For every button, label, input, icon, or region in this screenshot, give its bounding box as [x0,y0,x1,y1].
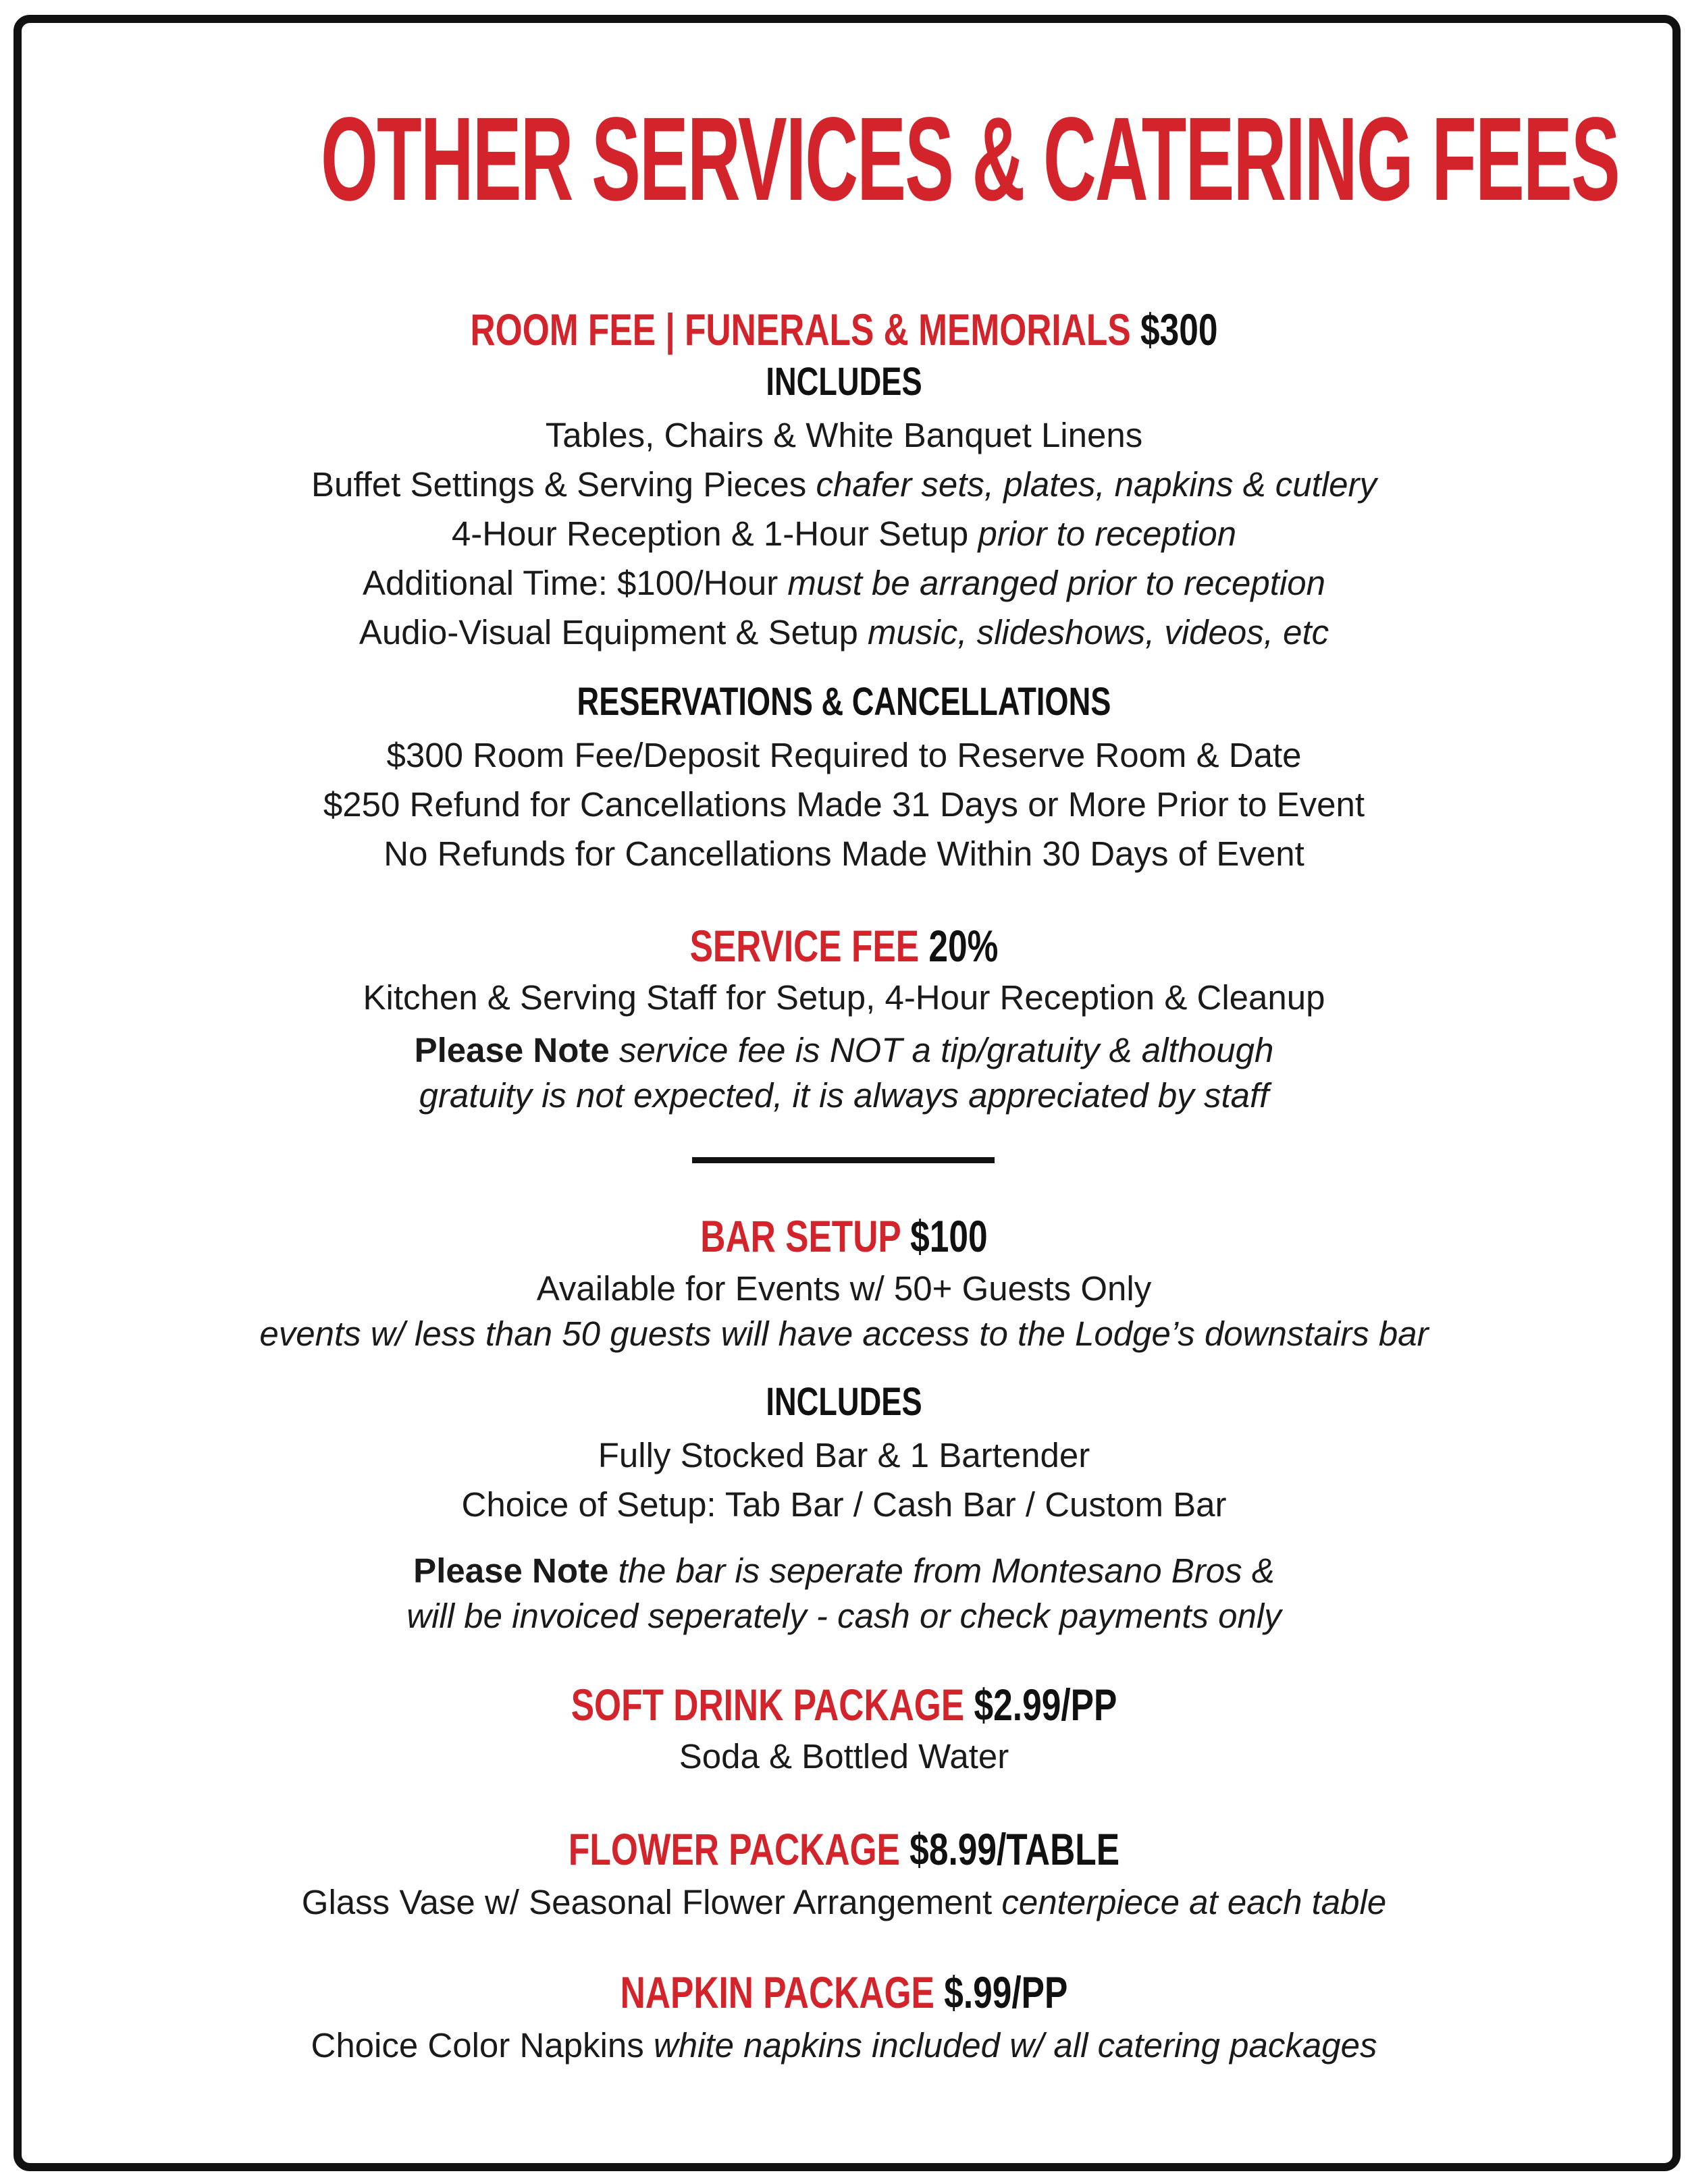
room-fee-label: ROOM FEE | FUNERALS & MEMORIALS [470,304,1131,354]
soft-drink-label: SOFT DRINK PACKAGE [571,1680,965,1730]
reservation-item: $250 Refund for Cancellations Made 31 Days or More Prior to Event [323,785,1365,824]
bar-setup-availability: Available for Events w/ 50+ Guests Only [536,1269,1152,1308]
room-fee-includes-label: INCLUDES [766,360,922,404]
bar-setup-note: will be invoiced seperately - cash or check payments only [406,1597,1282,1635]
section-divider [692,1157,995,1163]
service-fee-price: 20% [928,921,999,971]
flower-label: FLOWER PACKAGE [568,1824,900,1874]
page-title: OTHER SERVICES & CATERING FEES [321,93,1619,225]
flower-heading [186,1824,1502,1874]
flower-price: $8.99/TABLE [909,1824,1120,1874]
service-fee-description: Kitchen & Serving Staff for Setup, 4-Hour Reception & Cleanup [363,978,1325,1017]
napkin-price: $.99/PP [944,1967,1068,2017]
soft-drink-heading [186,1680,1502,1730]
room-fee-item: Additional Time: $100/Hour must be arranged prior to reception [363,564,1325,602]
flower-description: Glass Vase w/ Seasonal Flower Arrangement centerpiece at each table [301,1883,1387,1921]
soft-drink-description: Soda & Bottled Water [679,1737,1009,1776]
bar-setup-label: BAR SETUP [700,1211,901,1261]
reservations-heading: RESERVATIONS & CANCELLATIONS [577,680,1111,724]
bar-setup-availability-note: events w/ less than 50 guests will have access to the Lodge’s downstairs bar [259,1314,1429,1353]
room-fee-price: $300 [1140,304,1218,354]
reservation-item: No Refunds for Cancellations Made Within 30 Days of Event [384,834,1304,873]
bar-setup-includes-label: INCLUDES [766,1380,922,1424]
bar-setup-price: $100 [910,1211,988,1261]
napkin-heading [186,1967,1502,2017]
soft-drink-price: $2.99/PP [974,1680,1117,1730]
bar-setup-item: Choice of Setup: Tab Bar / Cash Bar / Custom Bar [461,1485,1227,1524]
room-fee-heading [186,304,1502,354]
reservation-item: $300 Room Fee/Deposit Required to Reserve Room & Date [386,736,1302,774]
service-fee-note: gratuity is not expected, it is always appreciated by staff [419,1076,1269,1115]
bar-setup-heading [186,1211,1502,1261]
napkin-label: NAPKIN PACKAGE [620,1967,934,2017]
room-fee-item: Buffet Settings & Serving Pieces chafer sets, plates, napkins & cutlery [311,465,1377,504]
bar-setup-item: Fully Stocked Bar & 1 Bartender [598,1436,1090,1474]
bar-setup-note: Please Note the bar is seperate from Montesano Bros & [413,1551,1275,1590]
service-fee-label: SERVICE FEE [689,921,920,971]
napkin-description: Choice Color Napkins white napkins included w/ all catering packages [311,2026,1377,2065]
room-fee-item: 4-Hour Reception & 1-Hour Setup prior to reception [451,514,1237,553]
service-fee-heading [186,921,1502,971]
room-fee-item: Tables, Chairs & White Banquet Linens [545,416,1143,454]
service-fee-note: Please Note service fee is NOT a tip/gratuity & although [414,1031,1274,1069]
room-fee-item: Audio-Visual Equipment & Setup music, slideshows, videos, etc [359,613,1329,651]
